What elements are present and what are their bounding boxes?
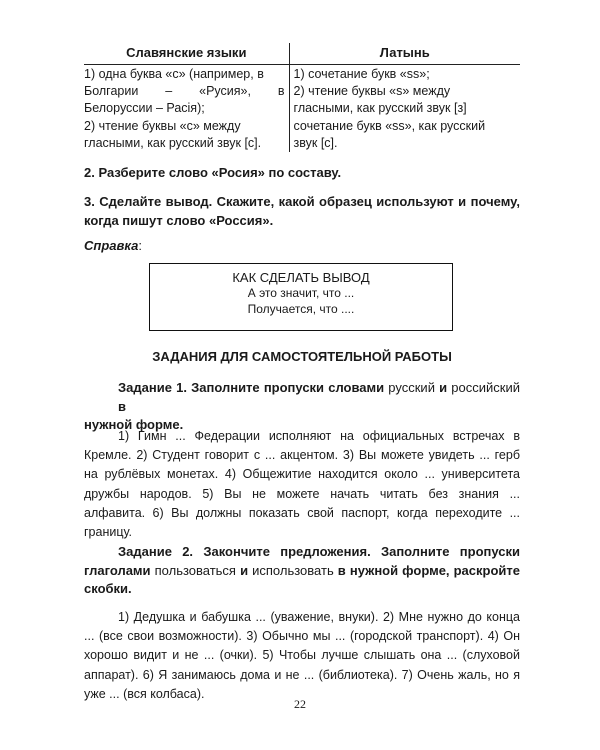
task-2-heading-line: Задание 2. Закончите предложения. Заполните пропуски <box>118 544 520 559</box>
question-3 <box>84 192 520 230</box>
task-text: пользоваться <box>150 562 241 578</box>
task-text: в <box>118 398 126 414</box>
table-header-latin: Латынь <box>379 45 430 60</box>
task-text: российский <box>447 380 521 395</box>
task-2-line: уже ... (вся колбаса). <box>84 686 205 701</box>
reference <box>84 238 142 253</box>
question-3-line: 3. Сделайте вывод. Скажите, какой образец используют и почему, <box>84 194 520 209</box>
task-text: использовать <box>248 562 338 578</box>
task-1-line: алфавита. 6) Вы должны показать свой паспорт, когда переходите ... <box>84 505 520 520</box>
task-text: русский <box>384 380 440 395</box>
task-2-line: аппарат). 6) Я занимаюсь дома и не ... (библиотека). 7) Очень жаль, но я <box>84 667 520 682</box>
task-text: и <box>439 380 448 395</box>
question-2: 2. Разберите слово «Росия» по составу. <box>84 165 342 180</box>
section-title: ЗАДАНИЯ ДЛЯ САМОСТОЯТЕЛЬНОЙ РАБОТЫ <box>152 349 452 364</box>
table-line: 2) чтение буквы «с» между <box>84 118 241 133</box>
page-number: 22 <box>294 697 306 711</box>
table-line: гласными, как русский звук [с]. <box>84 135 262 150</box>
task-text: в нужной форме, раскройте <box>337 562 520 578</box>
task-1-line: 1) Гимн ... Федерации исполняют на официальных встречах в <box>118 429 520 443</box>
table-line: 1) сочетание букв «ss»; <box>293 67 430 81</box>
task-1-line: границу. <box>84 525 132 540</box>
task-text: и <box>240 562 249 578</box>
table-line: Белоруссии – Расія); <box>84 101 205 116</box>
table-text: Болгарии <box>84 84 139 99</box>
table-line: звук [с]. <box>293 135 338 150</box>
task-2-body <box>84 608 520 704</box>
task-1-heading-line: нужной форме. <box>84 417 184 432</box>
table-text: – <box>165 84 173 99</box>
conclusion-box <box>149 263 453 331</box>
table-header-row <box>84 43 520 65</box>
table-body-row <box>84 65 520 152</box>
conclusion-box-line: А это значит, что ... <box>247 286 355 300</box>
task-1-line: на рублёвых монетах. 4) Общежитие находится около ... университета <box>84 467 520 482</box>
table-text: 1) одна буква «с» (например, в <box>84 67 264 81</box>
task-1-heading-line <box>84 379 520 416</box>
comparison-table <box>84 43 520 152</box>
task-2-line: ... (все свои возможности). 3) Обычно мы ... (городской транспорт). 4) Он <box>84 629 520 644</box>
table-text: в <box>277 84 285 99</box>
task-text: глаголами <box>84 562 151 578</box>
task-2-heading-line: скобки. <box>84 581 132 596</box>
task-2-line: хорошо видит и не ... (очки). 5) Чтобы лучше слышать она ... (слуховой <box>84 648 520 663</box>
table-line <box>84 66 285 83</box>
task-2-heading-line <box>84 562 520 581</box>
reference-label: Справка <box>84 238 139 253</box>
conclusion-box-line: Получается, что .... <box>247 302 355 316</box>
reference-colon: : <box>138 238 142 253</box>
table-header-slavic: Славянские языки <box>84 43 290 64</box>
task-text: Задание 1. Заполните пропуски словами <box>118 380 385 395</box>
table-line: гласными, как русский звук [з] <box>293 101 467 116</box>
table-line <box>84 83 285 100</box>
conclusion-box-title: КАК СДЕЛАТЬ ВЫВОД <box>232 270 370 285</box>
task-1-line: дружбы народов. 5) Вы не можете начать читать без знания ... <box>84 486 520 501</box>
table-line: 2) чтение буквы «s» между <box>293 84 451 99</box>
table-cell-latin <box>290 65 520 152</box>
table-text: «Русия», <box>199 84 251 99</box>
table-cell-slavic <box>84 65 290 152</box>
table-line: сочетание букв «ss», как русский <box>293 118 486 133</box>
task-1-body <box>84 427 520 542</box>
task-2-heading <box>84 543 520 599</box>
task-1-line: Кремле. 2) Студент говорит с ... акцентом. 3) Вы можете увидеть ... герб <box>84 448 520 463</box>
question-3-line: когда пишут слово «Россия». <box>84 213 274 228</box>
task-2-line: 1) Дедушка и бабушка ... (уважение, внуки). 2) Мне нужно до конца <box>118 610 520 624</box>
